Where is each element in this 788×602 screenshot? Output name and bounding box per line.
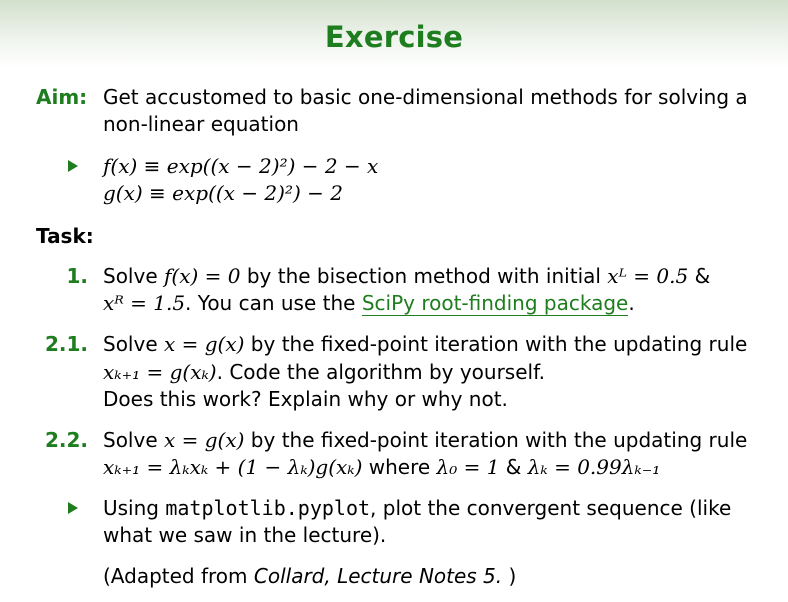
item-2-1-line-1: Solve x = g(x) by the fixed-point iteration with the updating rule <box>103 332 748 356</box>
item-number: 1. <box>66 264 88 288</box>
aim-line-2: non-linear equation <box>103 112 299 136</box>
function-g: g(x) ≡ exp((x − 2)²) − 2 <box>103 181 343 205</box>
equation: x = g(x) <box>164 332 245 356</box>
bullet-triangle-icon <box>68 160 78 172</box>
equation: xₖ₊₁ = λₖxₖ + (1 − λₖ)g(xₖ) <box>103 455 363 479</box>
equation: xᴿ = 1.5 <box>103 291 186 315</box>
aim-label: Aim: <box>36 85 88 109</box>
item-1-line-1: Solve f(x) = 0 by the bisection method with initial xᴸ = 0.5 & <box>103 264 711 288</box>
equation: λ₀ = 1 <box>436 455 500 479</box>
equation: xₖ₊₁ = g(xₖ) <box>103 360 217 384</box>
equation: xᴸ = 0.5 <box>607 264 689 288</box>
item-number: 2.2. <box>44 428 88 452</box>
task-label: Task: <box>36 224 94 248</box>
item-2-2-line-2: xₖ₊₁ = λₖxₖ + (1 − λₖ)g(xₖ) where λ₀ = 1 & λₖ = 0.99λₖ₋₁ <box>103 455 661 479</box>
equation: λₖ = 0.99λₖ₋₁ <box>527 455 661 479</box>
item-1-line-2: xᴿ = 1.5. You can use the SciPy root-finding package. <box>103 291 635 315</box>
bullet-plot-line-2: what we saw in the lecture). <box>103 523 387 547</box>
equation: x = g(x) <box>164 428 245 452</box>
source-note: (Adapted from Collard, Lecture Notes 5. ) <box>103 564 517 588</box>
item-2-2-line-1: Solve x = g(x) by the fixed-point iteration with the updating rule <box>103 428 748 452</box>
slide-title: Exercise <box>324 20 464 54</box>
item-2-1-line-3: Does this work? Explain why or why not. <box>103 387 508 411</box>
source-citation: Collard, Lecture Notes 5. <box>253 564 503 588</box>
item-number: 2.1. <box>44 332 88 356</box>
function-f: f(x) ≡ exp((x − 2)²) − 2 − x <box>103 154 379 178</box>
aim-line-1: Get accustomed to basic one-dimensional methods for solving a <box>103 85 748 109</box>
scipy-root-finding-link[interactable]: SciPy root-finding package <box>361 291 629 315</box>
item-2-1-line-2: xₖ₊₁ = g(xₖ). Code the algorithm by yourself. <box>103 360 546 384</box>
code-matplotlib: matplotlib.pyplot <box>165 496 371 520</box>
bullet-triangle-icon <box>68 502 78 514</box>
equation: f(x) = 0 <box>164 264 241 288</box>
bullet-plot-line-1: Using matplotlib.pyplot, plot the convergent sequence (like <box>103 496 732 520</box>
